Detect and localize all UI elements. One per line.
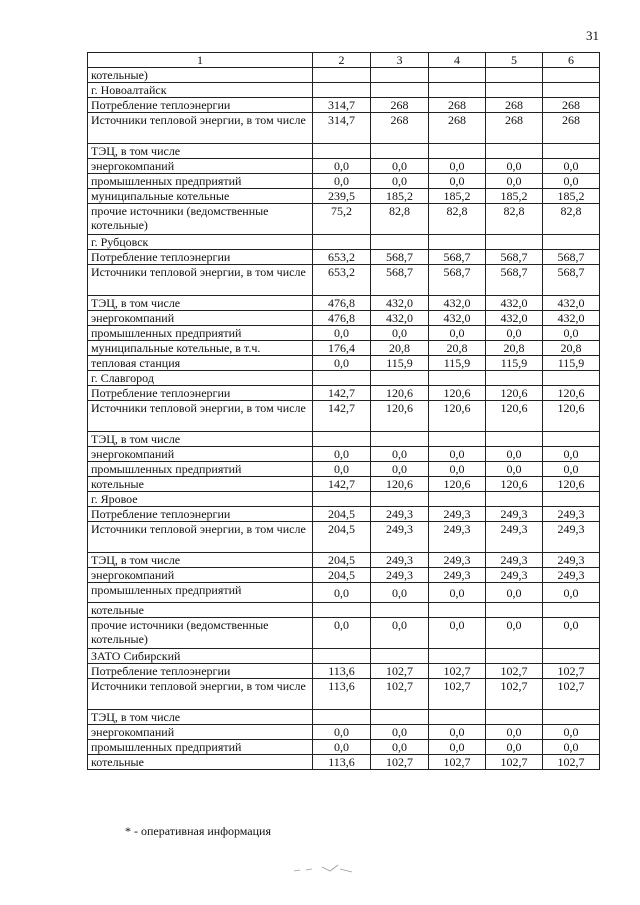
column-header: 6 [543, 53, 600, 68]
value-cell [313, 492, 371, 507]
table-row [88, 477, 600, 492]
value-cell: 249,3 [543, 568, 600, 583]
table-row [88, 250, 600, 265]
table-header-row [88, 53, 600, 68]
table-row [88, 401, 600, 432]
value-cell: 0,0 [371, 174, 429, 189]
row-label-cell: г. Рубцовск [88, 235, 313, 250]
value-cell: 249,3 [371, 553, 429, 568]
row-label-cell: муниципальные котельные, в т.ч. [88, 341, 313, 356]
value-cell: 0,0 [429, 740, 486, 755]
value-cell: 0,0 [486, 326, 543, 341]
value-cell: 185,2 [486, 189, 543, 204]
value-cell: 102,7 [543, 679, 600, 710]
table-row [88, 618, 600, 649]
row-label-cell: ТЭЦ, в том числе [88, 710, 313, 725]
value-cell: 568,7 [371, 265, 429, 296]
value-cell: 0,0 [543, 326, 600, 341]
row-label-cell: промышленных предприятий [88, 462, 313, 477]
value-cell: 0,0 [486, 725, 543, 740]
value-cell: 204,5 [313, 568, 371, 583]
row-label-cell: ЗАТО Сибирский [88, 649, 313, 664]
row-label-cell: энергокомпаний [88, 725, 313, 740]
value-cell: 0,0 [429, 583, 486, 603]
value-cell: 432,0 [486, 311, 543, 326]
table-row [88, 371, 600, 386]
row-label-cell: муниципальные котельные [88, 189, 313, 204]
row-label-cell: ТЭЦ, в том числе [88, 432, 313, 447]
value-cell: 102,7 [543, 664, 600, 679]
value-cell: 185,2 [543, 189, 600, 204]
column-header: 4 [429, 53, 486, 68]
table-row [88, 98, 600, 113]
value-cell [543, 371, 600, 386]
value-cell: 249,3 [543, 522, 600, 553]
table-row [88, 664, 600, 679]
value-cell: 120,6 [429, 477, 486, 492]
table-row [88, 603, 600, 618]
table-row [88, 144, 600, 159]
column-header: 5 [486, 53, 543, 68]
table-row [88, 710, 600, 725]
value-cell: 102,7 [371, 679, 429, 710]
table-row [88, 83, 600, 98]
value-cell: 142,7 [313, 401, 371, 432]
value-cell [543, 649, 600, 664]
value-cell [313, 83, 371, 98]
row-label-cell: ТЭЦ, в том числе [88, 553, 313, 568]
value-cell: 268 [429, 113, 486, 144]
value-cell: 0,0 [429, 462, 486, 477]
value-cell: 0,0 [371, 583, 429, 603]
row-label-cell: энергокомпаний [88, 311, 313, 326]
value-cell [313, 432, 371, 447]
value-cell: 0,0 [371, 740, 429, 755]
row-label-cell: котельные [88, 755, 313, 770]
value-cell: 0,0 [486, 447, 543, 462]
value-cell: 113,6 [313, 755, 371, 770]
value-cell: 249,3 [486, 522, 543, 553]
value-cell: 0,0 [543, 159, 600, 174]
value-cell: 20,8 [429, 341, 486, 356]
value-cell: 268 [543, 113, 600, 144]
value-cell: 249,3 [429, 553, 486, 568]
value-cell [429, 492, 486, 507]
value-cell: 102,7 [429, 679, 486, 710]
value-cell: 0,0 [543, 583, 600, 603]
row-label-cell: промышленных предприятий [88, 583, 313, 603]
table-row [88, 725, 600, 740]
table-row [88, 740, 600, 755]
value-cell: 120,6 [371, 401, 429, 432]
value-cell [371, 83, 429, 98]
value-cell [543, 710, 600, 725]
value-cell: 239,5 [313, 189, 371, 204]
value-cell [429, 649, 486, 664]
value-cell: 102,7 [486, 664, 543, 679]
value-cell: 0,0 [429, 725, 486, 740]
row-label-cell: ТЭЦ, в том числе [88, 296, 313, 311]
value-cell: 185,2 [371, 189, 429, 204]
value-cell: 249,3 [371, 507, 429, 522]
row-label-cell: промышленных предприятий [88, 740, 313, 755]
value-cell [543, 83, 600, 98]
value-cell: 102,7 [371, 664, 429, 679]
value-cell: 0,0 [429, 159, 486, 174]
value-cell: 0,0 [371, 447, 429, 462]
row-label-cell: энергокомпаний [88, 159, 313, 174]
table-row [88, 174, 600, 189]
value-cell: 0,0 [313, 740, 371, 755]
table-row [88, 189, 600, 204]
value-cell: 120,6 [371, 477, 429, 492]
value-cell [486, 235, 543, 250]
value-cell: 0,0 [543, 740, 600, 755]
value-cell: 0,0 [429, 447, 486, 462]
value-cell: 268 [371, 98, 429, 113]
value-cell: 102,7 [429, 755, 486, 770]
value-cell: 204,5 [313, 507, 371, 522]
column-header: 2 [313, 53, 371, 68]
value-cell: 185,2 [429, 189, 486, 204]
value-cell [371, 710, 429, 725]
value-cell [313, 371, 371, 386]
value-cell: 82,8 [371, 204, 429, 235]
value-cell: 113,6 [313, 664, 371, 679]
table-row [88, 296, 600, 311]
value-cell: 0,0 [486, 583, 543, 603]
value-cell [543, 432, 600, 447]
value-cell [486, 710, 543, 725]
value-cell [313, 710, 371, 725]
value-cell [429, 83, 486, 98]
value-cell [486, 649, 543, 664]
value-cell: 568,7 [429, 265, 486, 296]
value-cell: 268 [371, 113, 429, 144]
value-cell: 0,0 [313, 725, 371, 740]
value-cell: 0,0 [371, 725, 429, 740]
value-cell: 120,6 [543, 477, 600, 492]
pen-mark [292, 861, 362, 875]
value-cell: 568,7 [543, 265, 600, 296]
value-cell: 249,3 [486, 553, 543, 568]
value-cell: 102,7 [543, 755, 600, 770]
value-cell [371, 492, 429, 507]
value-cell: 0,0 [486, 159, 543, 174]
value-cell [429, 144, 486, 159]
value-cell: 432,0 [371, 296, 429, 311]
value-cell: 204,5 [313, 553, 371, 568]
value-cell: 249,3 [429, 522, 486, 553]
value-cell [371, 649, 429, 664]
value-cell: 142,7 [313, 386, 371, 401]
table-row [88, 326, 600, 341]
value-cell: 432,0 [429, 311, 486, 326]
value-cell [429, 371, 486, 386]
value-cell [313, 144, 371, 159]
value-cell: 75,2 [313, 204, 371, 235]
value-cell: 113,6 [313, 679, 371, 710]
row-label-cell: Потребление теплоэнергии [88, 250, 313, 265]
value-cell [543, 492, 600, 507]
value-cell: 102,7 [486, 679, 543, 710]
value-cell: 268 [486, 98, 543, 113]
value-cell: 115,9 [371, 356, 429, 371]
row-label-cell: промышленных предприятий [88, 326, 313, 341]
page-number: 31 [586, 28, 599, 43]
value-cell: 249,3 [486, 568, 543, 583]
value-cell [543, 68, 600, 83]
table-row [88, 447, 600, 462]
value-cell: 20,8 [543, 341, 600, 356]
value-cell: 20,8 [371, 341, 429, 356]
value-cell: 314,7 [313, 98, 371, 113]
value-cell: 0,0 [486, 618, 543, 649]
value-cell [429, 235, 486, 250]
value-cell: 120,6 [486, 477, 543, 492]
value-cell [429, 68, 486, 83]
value-cell [486, 603, 543, 618]
table-row [88, 507, 600, 522]
table-row [88, 311, 600, 326]
value-cell: 249,3 [429, 507, 486, 522]
value-cell: 102,7 [429, 664, 486, 679]
row-label-cell: энергокомпаний [88, 447, 313, 462]
value-cell: 432,0 [543, 296, 600, 311]
row-label-cell: промышленных предприятий [88, 174, 313, 189]
value-cell: 268 [486, 113, 543, 144]
row-label-cell: Потребление теплоэнергии [88, 386, 313, 401]
value-cell: 568,7 [486, 250, 543, 265]
value-cell [429, 432, 486, 447]
row-label-cell: Потребление теплоэнергии [88, 98, 313, 113]
value-cell: 432,0 [486, 296, 543, 311]
value-cell [371, 432, 429, 447]
value-cell: 115,9 [486, 356, 543, 371]
table-row [88, 553, 600, 568]
table-row [88, 68, 600, 83]
value-cell: 0,0 [371, 159, 429, 174]
value-cell [313, 603, 371, 618]
value-cell: 204,5 [313, 522, 371, 553]
row-label-cell: Потребление теплоэнергии [88, 507, 313, 522]
row-label-cell: Источники тепловой энергии, в том числе [88, 679, 313, 710]
value-cell: 82,8 [429, 204, 486, 235]
value-cell [486, 492, 543, 507]
row-label-cell: г. Яровое [88, 492, 313, 507]
value-cell: 120,6 [486, 401, 543, 432]
value-cell: 476,8 [313, 311, 371, 326]
value-cell: 0,0 [543, 618, 600, 649]
value-cell [486, 144, 543, 159]
value-cell: 568,7 [429, 250, 486, 265]
table-row [88, 679, 600, 710]
value-cell [543, 144, 600, 159]
value-cell: 82,8 [486, 204, 543, 235]
value-cell [371, 68, 429, 83]
value-cell [486, 68, 543, 83]
row-label-cell: прочие источники (ведомственные котельные) [88, 618, 313, 649]
value-cell: 115,9 [429, 356, 486, 371]
column-header: 1 [88, 53, 313, 68]
value-cell: 476,8 [313, 296, 371, 311]
value-cell: 249,3 [543, 553, 600, 568]
row-label-cell: котельные [88, 477, 313, 492]
table-row [88, 356, 600, 371]
value-cell: 0,0 [313, 462, 371, 477]
row-label-cell: Источники тепловой энергии, в том числе [88, 113, 313, 144]
value-cell: 0,0 [486, 174, 543, 189]
table-row [88, 432, 600, 447]
value-cell: 0,0 [313, 174, 371, 189]
table-row [88, 649, 600, 664]
value-cell: 0,0 [313, 447, 371, 462]
value-cell [429, 710, 486, 725]
value-cell: 653,2 [313, 265, 371, 296]
value-cell: 120,6 [543, 386, 600, 401]
value-cell: 0,0 [429, 174, 486, 189]
table-row [88, 113, 600, 144]
table-row [88, 159, 600, 174]
value-cell: 82,8 [543, 204, 600, 235]
value-cell [486, 371, 543, 386]
table-row [88, 462, 600, 477]
value-cell: 432,0 [371, 311, 429, 326]
value-cell: 102,7 [371, 755, 429, 770]
value-cell: 249,3 [486, 507, 543, 522]
table-row [88, 568, 600, 583]
value-cell: 0,0 [543, 725, 600, 740]
table-row [88, 522, 600, 553]
table-row [88, 265, 600, 296]
value-cell [543, 235, 600, 250]
value-cell: 0,0 [543, 462, 600, 477]
value-cell: 120,6 [543, 401, 600, 432]
table-row [88, 755, 600, 770]
value-cell: 142,7 [313, 477, 371, 492]
value-cell [371, 371, 429, 386]
value-cell: 120,6 [486, 386, 543, 401]
value-cell: 653,2 [313, 250, 371, 265]
value-cell: 120,6 [429, 401, 486, 432]
value-cell [371, 603, 429, 618]
row-label-cell: котельные [88, 603, 313, 618]
row-label-cell: Источники тепловой энергии, в том числе [88, 522, 313, 553]
value-cell: 249,3 [429, 568, 486, 583]
value-cell: 0,0 [371, 618, 429, 649]
value-cell: 0,0 [313, 356, 371, 371]
value-cell: 0,0 [371, 462, 429, 477]
row-label-cell: энергокомпаний [88, 568, 313, 583]
value-cell: 120,6 [371, 386, 429, 401]
row-label-cell: г. Славгород [88, 371, 313, 386]
value-cell: 120,6 [429, 386, 486, 401]
value-cell [543, 603, 600, 618]
row-label-cell: ТЭЦ, в том числе [88, 144, 313, 159]
column-header: 3 [371, 53, 429, 68]
value-cell: 314,7 [313, 113, 371, 144]
value-cell: 432,0 [429, 296, 486, 311]
row-label-cell: Источники тепловой энергии, в том числе [88, 265, 313, 296]
value-cell: 268 [429, 98, 486, 113]
value-cell: 0,0 [429, 326, 486, 341]
value-cell [371, 144, 429, 159]
value-cell [313, 235, 371, 250]
value-cell: 0,0 [313, 326, 371, 341]
table-row [88, 583, 600, 603]
value-cell: 102,7 [486, 755, 543, 770]
value-cell [429, 603, 486, 618]
value-cell: 249,3 [371, 522, 429, 553]
row-label-cell: прочие источники (ведомственные котельные) [88, 204, 313, 235]
row-label-cell: Источники тепловой энергии, в том числе [88, 401, 313, 432]
value-cell: 568,7 [371, 250, 429, 265]
table-row [88, 204, 600, 235]
value-cell: 115,9 [543, 356, 600, 371]
value-cell: 0,0 [543, 174, 600, 189]
value-cell: 0,0 [313, 159, 371, 174]
value-cell [486, 83, 543, 98]
value-cell [313, 649, 371, 664]
value-cell [313, 68, 371, 83]
value-cell: 0,0 [486, 740, 543, 755]
table-row [88, 235, 600, 250]
value-cell: 0,0 [313, 618, 371, 649]
value-cell: 0,0 [313, 583, 371, 603]
footnote: * - оперативная информация [125, 824, 271, 838]
value-cell: 0,0 [486, 462, 543, 477]
value-cell: 268 [543, 98, 600, 113]
value-cell: 568,7 [486, 265, 543, 296]
row-label-cell: тепловая станция [88, 356, 313, 371]
table-row [88, 492, 600, 507]
value-cell [486, 432, 543, 447]
value-cell: 20,8 [486, 341, 543, 356]
table-row [88, 386, 600, 401]
heat-energy-table [87, 52, 600, 770]
row-label-cell: г. Новоалтайск [88, 83, 313, 98]
value-cell: 0,0 [371, 326, 429, 341]
value-cell: 0,0 [429, 618, 486, 649]
row-label-cell: котельные) [88, 68, 313, 83]
value-cell: 176,4 [313, 341, 371, 356]
value-cell: 249,3 [371, 568, 429, 583]
value-cell: 249,3 [543, 507, 600, 522]
value-cell [371, 235, 429, 250]
value-cell: 432,0 [543, 311, 600, 326]
table-row [88, 341, 600, 356]
value-cell: 568,7 [543, 250, 600, 265]
value-cell: 0,0 [543, 447, 600, 462]
row-label-cell: Потребление теплоэнергии [88, 664, 313, 679]
